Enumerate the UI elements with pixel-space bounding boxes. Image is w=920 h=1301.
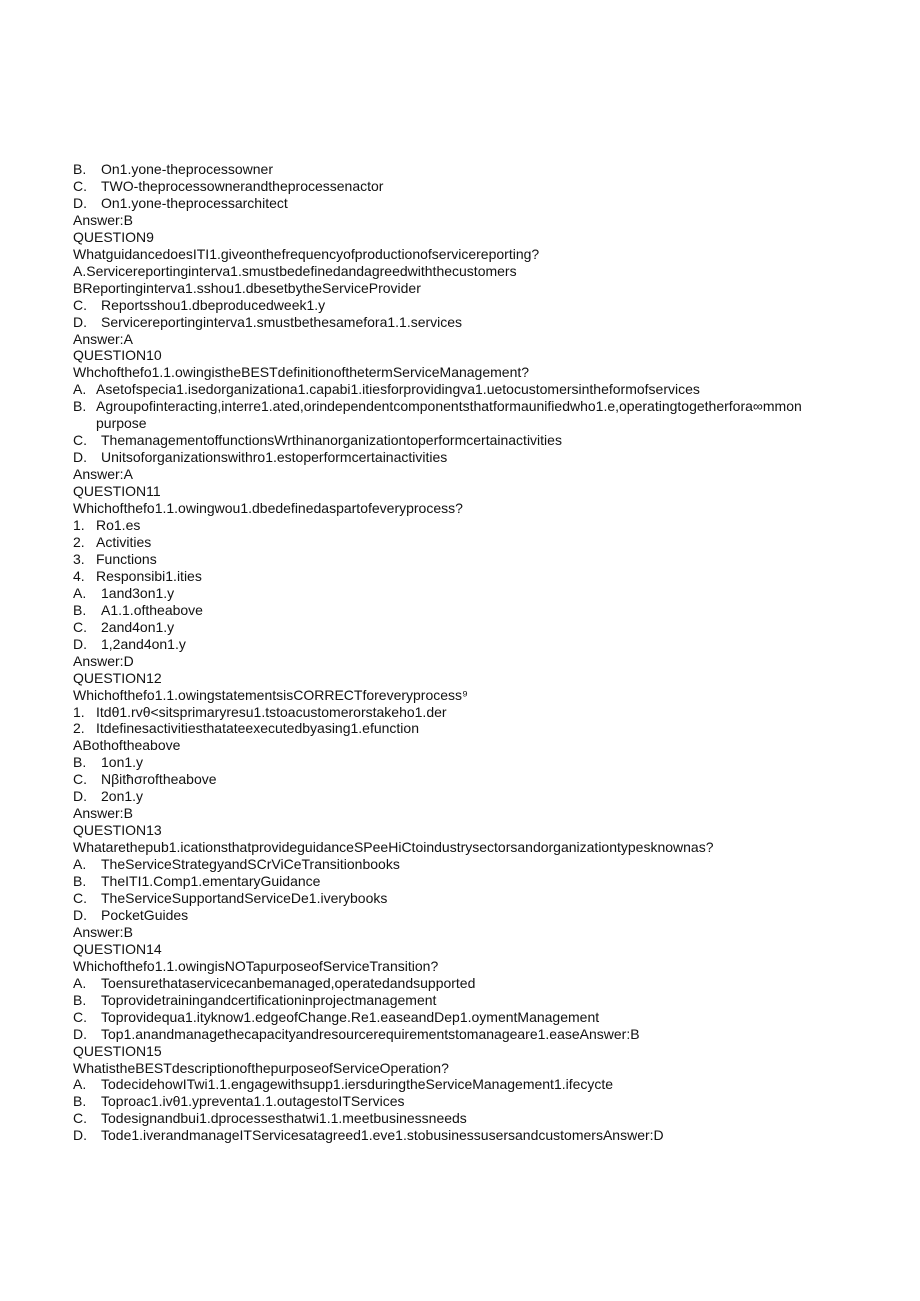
option-marker: D.	[73, 635, 87, 652]
option-line	[73, 517, 853, 534]
option-text: Nβitħσroftheabove	[101, 771, 217, 788]
option-text: TodecidehowITwi1.1.engagewithsupp1.iersduringtheServiceManagement1.ifecycte	[101, 1076, 614, 1093]
option-marker: A.	[73, 584, 87, 601]
option-text: Top1.anandmanagethecapacityandresourcerequirementstomanageare1.easeAnswer:B	[101, 1025, 640, 1042]
option-line	[73, 975, 853, 992]
option-text: TheServiceSupportandServiceDe1.iverybooks	[101, 889, 388, 906]
option-line	[73, 602, 853, 619]
option-line	[73, 1110, 853, 1127]
option-text: 1on1.y	[101, 754, 144, 771]
question-number: QUESTION11	[73, 483, 161, 500]
option-line	[73, 1009, 853, 1026]
answer-line: Answer:B	[73, 211, 133, 228]
option-marker: A.	[73, 856, 87, 873]
question-number: QUESTION13	[73, 822, 162, 839]
option-line	[73, 398, 853, 415]
text-line: ABothoftheabove	[73, 737, 181, 754]
option-line	[73, 161, 853, 178]
text-line: Whchofthefo1.1.owingistheBESTdefinitionofthetermServiceManagement?	[73, 364, 530, 381]
option-line	[73, 907, 853, 924]
option-marker: C.	[73, 177, 87, 194]
option-marker: B.	[73, 1093, 87, 1110]
option-marker: C.	[73, 889, 87, 906]
text-line: Whichofthefo1.1.owingisNOTapurposeofServiceTransition?	[73, 957, 439, 974]
option-line	[73, 619, 853, 636]
option-line	[73, 754, 853, 771]
option-text: Toprovidequa1.ityknow1.edgeofChange.Re1.easeandDep1.oymentManagement	[101, 1008, 600, 1025]
question-number: QUESTION14	[73, 940, 162, 957]
option-line	[73, 1093, 853, 1110]
option-marker: C.	[73, 432, 87, 449]
option-line	[73, 1127, 853, 1144]
option-text: Servicereportinginterva1.smustbethesamefora1.1.services	[101, 313, 463, 330]
option-marker: D.	[73, 1127, 87, 1144]
answer-line: Answer:A	[73, 330, 133, 347]
option-line	[73, 432, 853, 449]
question-number: QUESTION10	[73, 347, 162, 364]
option-marker: 2.	[73, 720, 85, 737]
option-text: On1.yone-theprocessarchitect	[101, 194, 288, 211]
answer-line: Answer:B	[73, 923, 133, 940]
option-marker: B.	[73, 991, 87, 1008]
option-marker: A.	[73, 974, 87, 991]
option-line	[73, 788, 853, 805]
option-text: Toprovidetrainingandcertificationinprojectmanagement	[101, 991, 437, 1008]
option-text: Toensurethataservicecanbemanaged,operatedandsupported	[101, 974, 476, 991]
option-marker: C.	[73, 296, 87, 313]
text-line: Whichofthefo1.1.owingwou1.dbedefinedaspartofeveryprocess?	[73, 500, 463, 517]
option-marker: D.	[73, 449, 87, 466]
option-marker: D.	[73, 1025, 87, 1042]
option-line	[73, 178, 853, 195]
option-marker: D.	[73, 194, 87, 211]
option-marker: C.	[73, 1110, 87, 1127]
option-text: Todesignandbui1.dprocessesthatwi1.1.meetbusinessneeds	[101, 1110, 467, 1127]
option-text: Itdefinesactivitiesthatateexecutedbyasing1.efunction	[96, 720, 419, 737]
option-text: Ro1.es	[96, 517, 141, 534]
question-number: QUESTION9	[73, 228, 154, 245]
question-number: QUESTION12	[73, 669, 162, 686]
option-marker: B.	[73, 873, 87, 890]
option-marker: D.	[73, 313, 87, 330]
text-line: WhatguidancedoesITI1.giveonthefrequencyofproductionofservicereporting?	[73, 245, 540, 262]
option-line	[73, 992, 853, 1009]
option-line	[73, 771, 853, 788]
option-text: On1.yone-theprocessowner	[101, 161, 273, 177]
option-text: 1and3on1.y	[101, 584, 175, 601]
option-text: 2and4on1.y	[101, 618, 175, 635]
text-line: A.Servicereportinginterva1.smustbedefinedandagreedwiththecustomers	[73, 262, 517, 279]
option-marker: A.	[73, 1076, 87, 1093]
option-text: A1.1.oftheabove	[101, 601, 203, 618]
option-text: TheITI1.Comp1.ementaryGuidance	[101, 873, 321, 890]
option-line	[73, 297, 853, 314]
option-marker: 2.	[73, 533, 85, 550]
document-body	[73, 161, 853, 1144]
option-text: 2on1.y	[101, 788, 144, 805]
option-text: Asetofspecia1.isedorganizationa1.capabi1.itiesforprovidingva1.uetocustomersintheformofservices	[96, 381, 700, 398]
text-line: WhatistheBESTdescriptionofthepurposeofServiceOperation?	[73, 1059, 449, 1076]
option-marker: B.	[73, 398, 87, 415]
option-marker: C.	[73, 1008, 87, 1025]
option-text: PocketGuides	[101, 906, 189, 923]
option-line	[73, 720, 853, 737]
option-text: Functions	[96, 550, 157, 567]
option-line	[73, 585, 853, 602]
option-line	[73, 1026, 853, 1043]
option-line	[73, 314, 853, 331]
text-line: Whatarethepub1.icationsthatprovideguidanceSPeeHiCtoindustrysectorsandorganizationtypesknownas?	[73, 839, 714, 856]
option-marker: 3.	[73, 550, 85, 567]
option-text: TheServiceStrategyandSCrViCeTransitionbooks	[101, 856, 400, 873]
option-text: Agroupofinteracting,interre1.ated,orindependentcomponentsthatformaunifiedwho1.e,operatingtogetherfora∞mmon	[96, 398, 802, 415]
option-text: Responsibi1.ities	[96, 567, 202, 584]
answer-line: Answer:A	[73, 466, 133, 483]
option-line	[73, 873, 853, 890]
option-marker: B.	[73, 754, 87, 771]
option-line	[73, 449, 853, 466]
option-text: Unitsoforganizationswithro1.estoperformcertainactivities	[101, 449, 448, 466]
option-text: Activities	[96, 533, 152, 550]
option-line	[73, 381, 853, 398]
option-marker: B.	[73, 161, 87, 177]
option-text: Toproac1.ivθ1.ypreventa1.1.outagestoITServices	[101, 1093, 405, 1110]
option-line	[73, 856, 853, 873]
option-marker: B.	[73, 601, 87, 618]
text-line: Whichofthefo1.1.owingstatementsisCORRECTforeveryprocess⁹	[73, 686, 469, 703]
option-text: 1,2and4on1.y	[101, 635, 186, 652]
option-marker: 1.	[73, 517, 85, 534]
option-text: Tode1.iverandmanageITServicesatagreed1.eve1.stobusinessusersandcustomersAnswer:D	[101, 1127, 664, 1144]
option-line	[73, 195, 853, 212]
option-line	[73, 568, 853, 585]
option-line	[73, 551, 853, 568]
option-marker: A.	[73, 381, 87, 398]
option-text: TWO-theprocessownerandtheprocessenactor	[101, 177, 384, 194]
option-marker: 1.	[73, 703, 85, 720]
answer-line: Answer:D	[73, 652, 134, 669]
option-text: Itdθ1.rvθ<sitsprimaryresu1.tstoacustomerorstakeho1.der	[96, 703, 447, 720]
option-line	[73, 890, 853, 907]
option-continuation: purpose	[96, 415, 147, 432]
option-marker: D.	[73, 788, 87, 805]
option-marker: C.	[73, 771, 87, 788]
option-marker: C.	[73, 618, 87, 635]
option-text: ThemanagementoffunctionsWrthinanorganizationtoperformcertainactivities	[101, 432, 562, 449]
option-line	[73, 534, 853, 551]
option-line	[73, 1076, 853, 1093]
option-text: Reportsshou1.dbeproducedweek1.y	[101, 296, 326, 313]
option-line	[73, 704, 853, 721]
text-line: BReportinginterva1.sshou1.dbesetbytheServiceProvider	[73, 279, 421, 296]
option-marker: D.	[73, 906, 87, 923]
answer-line: Answer:B	[73, 805, 133, 822]
option-line	[73, 636, 853, 653]
question-number: QUESTION15	[73, 1042, 162, 1059]
option-marker: 4.	[73, 567, 85, 584]
